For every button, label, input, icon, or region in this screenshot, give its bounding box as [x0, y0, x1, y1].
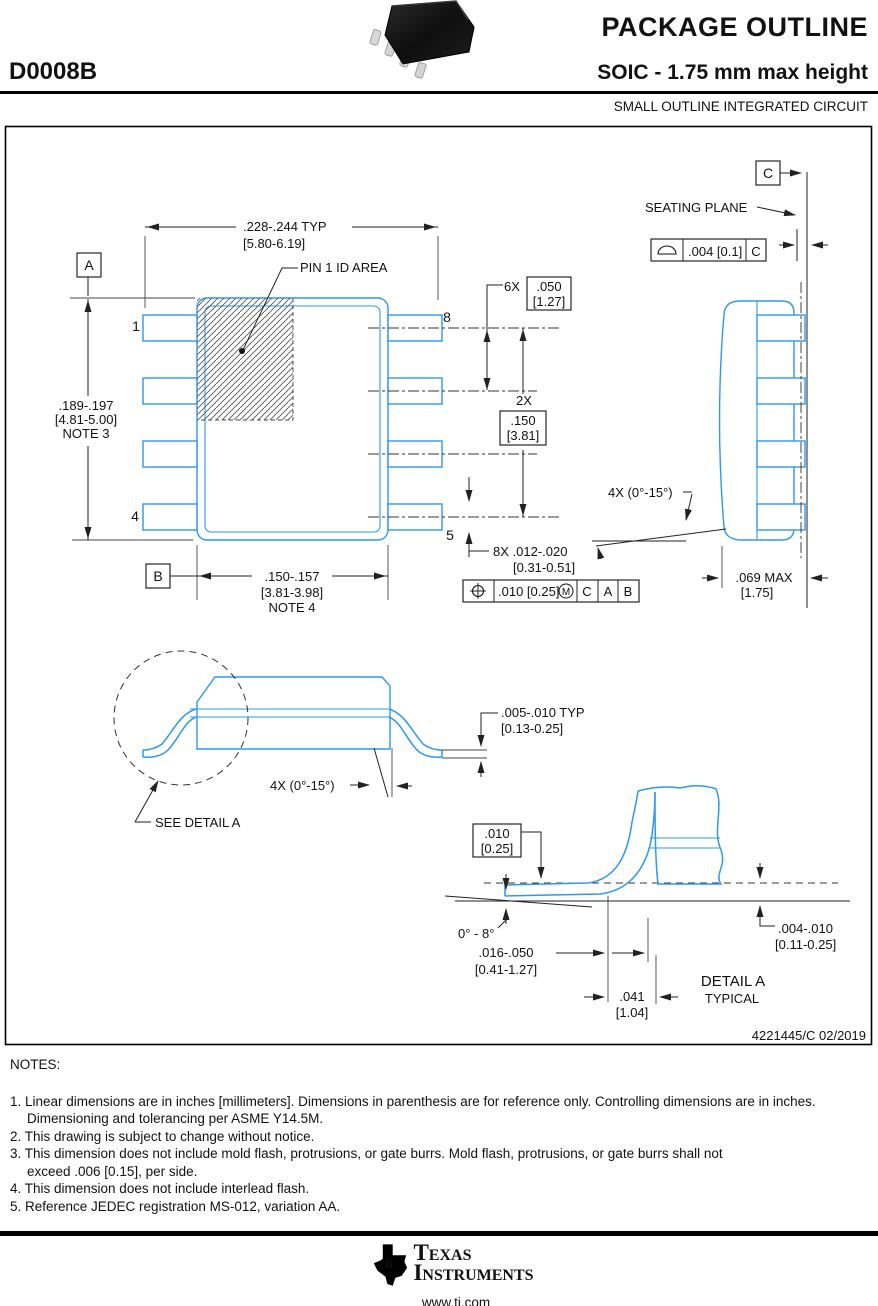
lead-pin1	[143, 315, 197, 341]
detail-a-view	[445, 786, 850, 1020]
page-title: PACKAGE OUTLINE	[601, 12, 868, 42]
flatness-fcf	[651, 239, 766, 261]
pin-number-4: 4	[131, 508, 139, 524]
ti-wordmark	[413, 1240, 534, 1285]
fcf-datum-1: C	[582, 584, 592, 599]
note-line: Dimensioning and tolerancing per ASME Y14.5M.	[27, 1111, 324, 1126]
svg-text:ti: ti	[385, 1255, 394, 1271]
lead-span-dim-mm: [5.80-6.19]	[243, 236, 306, 251]
detail-a-title: DETAIL A	[700, 973, 766, 990]
lead-thickness-dim-mm: [0.13-0.25]	[501, 721, 564, 736]
part-number: D0008B	[9, 58, 98, 85]
seating-plane-label: SEATING PLANE	[645, 200, 748, 215]
body-length-dim-mm: [4.81-5.00]	[54, 412, 118, 427]
lead-span-dim: .228-.244 TYP	[243, 219, 327, 234]
pitch-dim: .050	[536, 279, 562, 294]
note-line: 2. This drawing is subject to change without notice.	[10, 1128, 315, 1144]
notes-heading: NOTES:	[10, 1057, 61, 1072]
height-max-dim: .069 MAX	[735, 570, 793, 585]
ti-website: www.ti.com	[421, 1295, 491, 1306]
side-lead-angle: 4X (0°-15°)	[608, 485, 673, 500]
datum-b-label: B	[153, 568, 163, 584]
note-line: exceed .006 [0.15], per side.	[27, 1163, 198, 1179]
doc-number: 4221445/C 02/2019	[751, 1028, 866, 1043]
pin1-leader-dot	[239, 348, 245, 354]
package-subtitle: SOIC - 1.75 mm max height	[597, 61, 868, 84]
footer	[0, 1240, 878, 1306]
footer-rule	[0, 1231, 878, 1236]
gauge-plane-dim-mm: [0.25]	[480, 841, 514, 856]
position-fcf	[463, 580, 639, 602]
lead-pin4	[143, 504, 197, 530]
detail-a-lead	[505, 786, 723, 896]
body-width-dim: .150-.157	[264, 569, 320, 584]
pitch-dim-mm: [1.27]	[532, 294, 566, 309]
foot-thickness-dim-mm: [0.11-0.25]	[775, 937, 837, 952]
note-line: 1. Linear dimensions are in inches [millimeters]. Dimensions in parenthesis are for reference only. Controlling dimensions are in inches.	[10, 1093, 816, 1109]
lead-thickness-dim: .005-.010 TYP	[501, 705, 585, 720]
fcf-datum-3: B	[623, 584, 633, 599]
pin-number-1: 1	[132, 318, 140, 334]
note-line: 4. This dimension does not include interlead flash.	[10, 1181, 310, 1196]
foot-angle-dim: 0° - 8°	[458, 926, 495, 941]
datum-a-label: A	[84, 257, 94, 273]
see-detail-a-label: SEE DETAIL A	[155, 815, 241, 830]
package-body-front-view	[197, 677, 390, 749]
note-line: 5. Reference JEDEC registration MS-012, variation AA.	[10, 1198, 341, 1214]
top-view	[55, 219, 639, 615]
lead-width-dim: 8X .012-.020	[493, 544, 568, 559]
ti-brand-line2: Instruments	[413, 1260, 534, 1285]
chip-photo	[369, 1, 474, 79]
pitch-qty: 6X	[504, 279, 520, 294]
note-line: 3. This dimension does not include mold flash, protrusions, or gate burrs. Mold flash, protrusions, or gate burrs shall not	[10, 1146, 723, 1161]
body-width-note: NOTE 4	[268, 600, 316, 615]
fcf-datum-2: A	[603, 584, 613, 599]
svg-text:M: M	[561, 587, 571, 598]
flatness-tolerance: .004 [0.1]	[688, 244, 743, 259]
lead-width-dim-mm: [0.31-0.51]	[513, 560, 576, 575]
span-dim: .150	[510, 413, 536, 428]
gauge-length-dim-mm: [1.04]	[615, 1005, 649, 1020]
datum-c-label: C	[762, 165, 774, 181]
foot-thickness-dim: .004-.010	[778, 921, 833, 936]
gauge-plane-dim: .010	[484, 826, 510, 841]
package-category: SMALL OUTLINE INTEGRATED CIRCUIT	[613, 99, 868, 114]
ti-texas-logo-icon	[372, 1243, 408, 1289]
flatness-datum: C	[751, 244, 761, 259]
span-dim-mm: [3.81]	[506, 428, 540, 443]
side-view	[592, 161, 828, 608]
span-qty: 2X	[516, 393, 532, 408]
body-width-dim-mm: [3.81-3.98]	[260, 585, 324, 600]
pin-number-8: 8	[443, 309, 451, 325]
foot-length-dim-mm: [0.41-1.27]	[474, 962, 538, 977]
chip-body	[385, 1, 474, 64]
notes-section	[10, 1056, 872, 1215]
front-lead-angle: 4X (0°-15°)	[270, 778, 335, 793]
pin-number-5: 5	[446, 527, 454, 543]
detail-a-subtitle: TYPICAL	[704, 991, 760, 1006]
body-length-dim: .189-.197	[58, 398, 114, 413]
lead-pin2	[143, 378, 197, 404]
front-view	[114, 651, 585, 830]
ti-brand-line1: Texas	[413, 1240, 472, 1265]
lead-pin3	[143, 441, 197, 467]
height-max-dim-mm: [1.75]	[740, 585, 774, 600]
foot-length-dim: .016-.050	[478, 945, 534, 960]
gauge-length-dim: .041	[619, 989, 645, 1004]
pin1-id-hatch	[197, 298, 293, 420]
fcf-tolerance: .010 [0.25]	[498, 584, 560, 599]
body-length-note: NOTE 3	[62, 426, 110, 441]
pin1-id-label: PIN 1 ID AREA	[300, 260, 388, 275]
